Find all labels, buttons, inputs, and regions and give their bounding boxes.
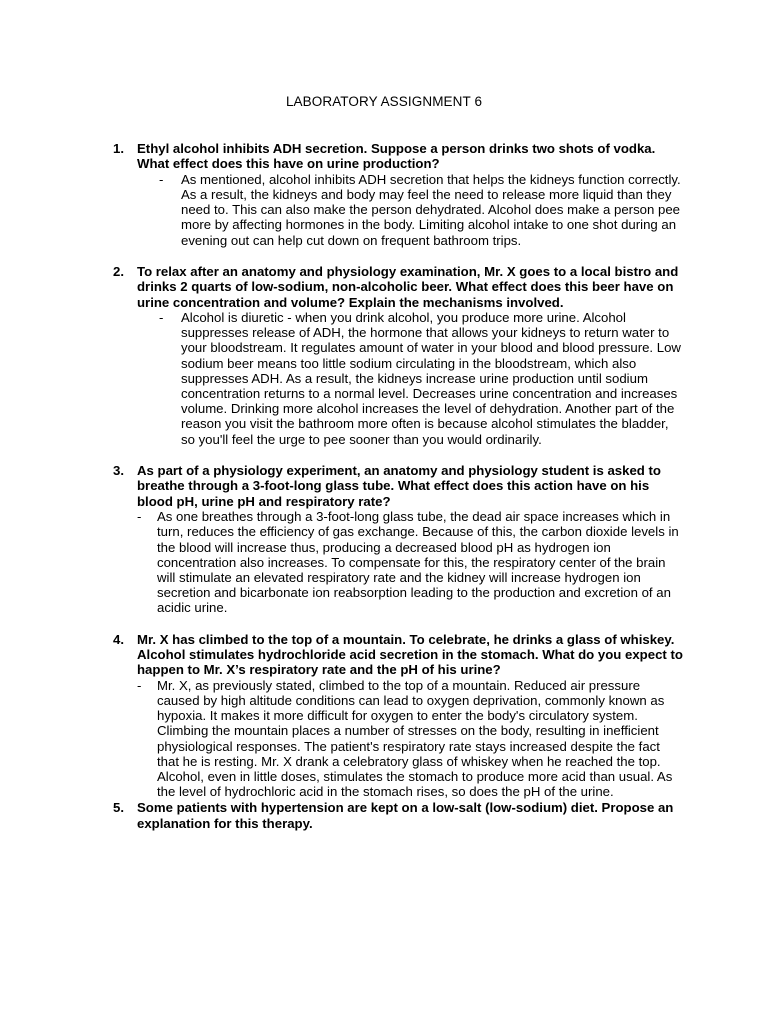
question-item-5 xyxy=(113,800,683,831)
question-item-1 xyxy=(113,141,683,248)
question-text: To relax after an anatomy and physiology examination, Mr. X goes to a local bistro and drinks 2 quarts of low-sodium, non-alcoholic beer. What effect does this beer have on urine concentration and volume? Explain the mechanisms involved. xyxy=(137,263,679,310)
question-text: As part of a physiology experiment, an anatomy and physiology student is asked to breathe through a 3-foot-long glass tube. What effect does this action have on his blood pH, urine pH and respiratory rate? xyxy=(137,462,661,509)
question-item-3 xyxy=(113,463,683,616)
answer-block xyxy=(137,172,683,248)
question-number: 1. xyxy=(113,141,124,156)
question-number: 2. xyxy=(113,263,124,279)
page-title: LABORATORY ASSIGNMENT 6 xyxy=(285,94,483,109)
answer-dash-marker: - xyxy=(159,171,164,187)
answer-block xyxy=(137,509,683,615)
question-number: 5. xyxy=(113,800,124,816)
question-item-2 xyxy=(113,264,683,447)
answer-dash-marker: - xyxy=(137,509,142,525)
answer-text: As one breathes through a 3-foot-long glass tube, the dead air space increases which in turn, reduces the efficiency of gas exchange. Because of this, the carbon dioxide levels in the blood will increase thus, producing a decreased blood pH as hydrogen ion concentration also increases. To compensate for this, the respiratory center of the brain will stimulate an elevated respiratory rate and the kidney will increase hydrogen ion secretion and bicarbonate ion reabsorption leading to the production and excretion of an acidic urine. xyxy=(157,509,679,616)
question-item-4 xyxy=(113,632,683,800)
question-number: 4. xyxy=(113,631,124,647)
answer-dash-marker: - xyxy=(159,310,164,326)
answer-text: As mentioned, alcohol inhibits ADH secretion that helps the kidneys function correctly. As a result, the kidneys and body may feel the need to release more liquid than they need to. This can also make the person dehydrated. Alcohol does make a person pee more by affecting hormones in the body. Limiting alcohol intake to one shot during an evening out can help cut down on frequent bathroom trips. xyxy=(181,171,681,248)
answer-text: Mr. X, as previously stated, climbed to the top of a mountain. Reduced air pressure caused by high altitude conditions can lead to oxygen deprivation, commonly known as hypoxia. It makes it more difficult for oxygen to enter the body's circulatory system. Climbing the mountain places a number of stresses on the body, resulting in inefficient physiological responses. The patient's respiratory rate stays increased despite the fact that he is resting. Mr. X drank a celebratory glass of whiskey when he reached the top. Alcohol, even in little doses, stimulates the stomach to produce more acid than usual. As the level of hydrochloric acid in the stomach rises, so does the pH of the urine. xyxy=(157,677,673,800)
question-text: Mr. X has climbed to the top of a mountain. To celebrate, he drinks a glass of whiskey. Alcohol stimulates hydrochloride acid secretion in the stomach. What do you expect to happen to Mr. X’s respiratory rate and the pH of his urine? xyxy=(137,631,683,678)
question-text: Some patients with hypertension are kept on a low-salt (low-sodium) diet. Propose an explanation for this therapy. xyxy=(137,800,674,831)
answer-block xyxy=(137,310,683,447)
answer-block xyxy=(137,678,683,800)
answer-dash-marker: - xyxy=(137,677,142,693)
question-text: Ethyl alcohol inhibits ADH secretion. Suppose a person drinks two shots of vodka. What effect does this have on urine production? xyxy=(137,141,656,172)
question-number: 3. xyxy=(113,462,124,478)
answer-text: Alcohol is diuretic - when you drink alcohol, you produce more urine. Alcohol suppresses release of ADH, the hormone that allows your kidneys to return water to your bloodstream. It regulates amount of water in your blood and blood pressure. Low sodium beer means too little sodium circulating in the bloodstream, which also suppresses ADH. As a result, the kidneys increase urine production until sodium concentration returns to a normal level. Decreases urine concentration and increases volume. Drinking more alcohol increases the level of dehydration. Another part of the reason you visit the bathroom more often is because alcohol stimulates the bladder, so you'll feel the urge to pee sooner than you would ordinarily. xyxy=(181,310,681,447)
question-list xyxy=(113,141,683,831)
